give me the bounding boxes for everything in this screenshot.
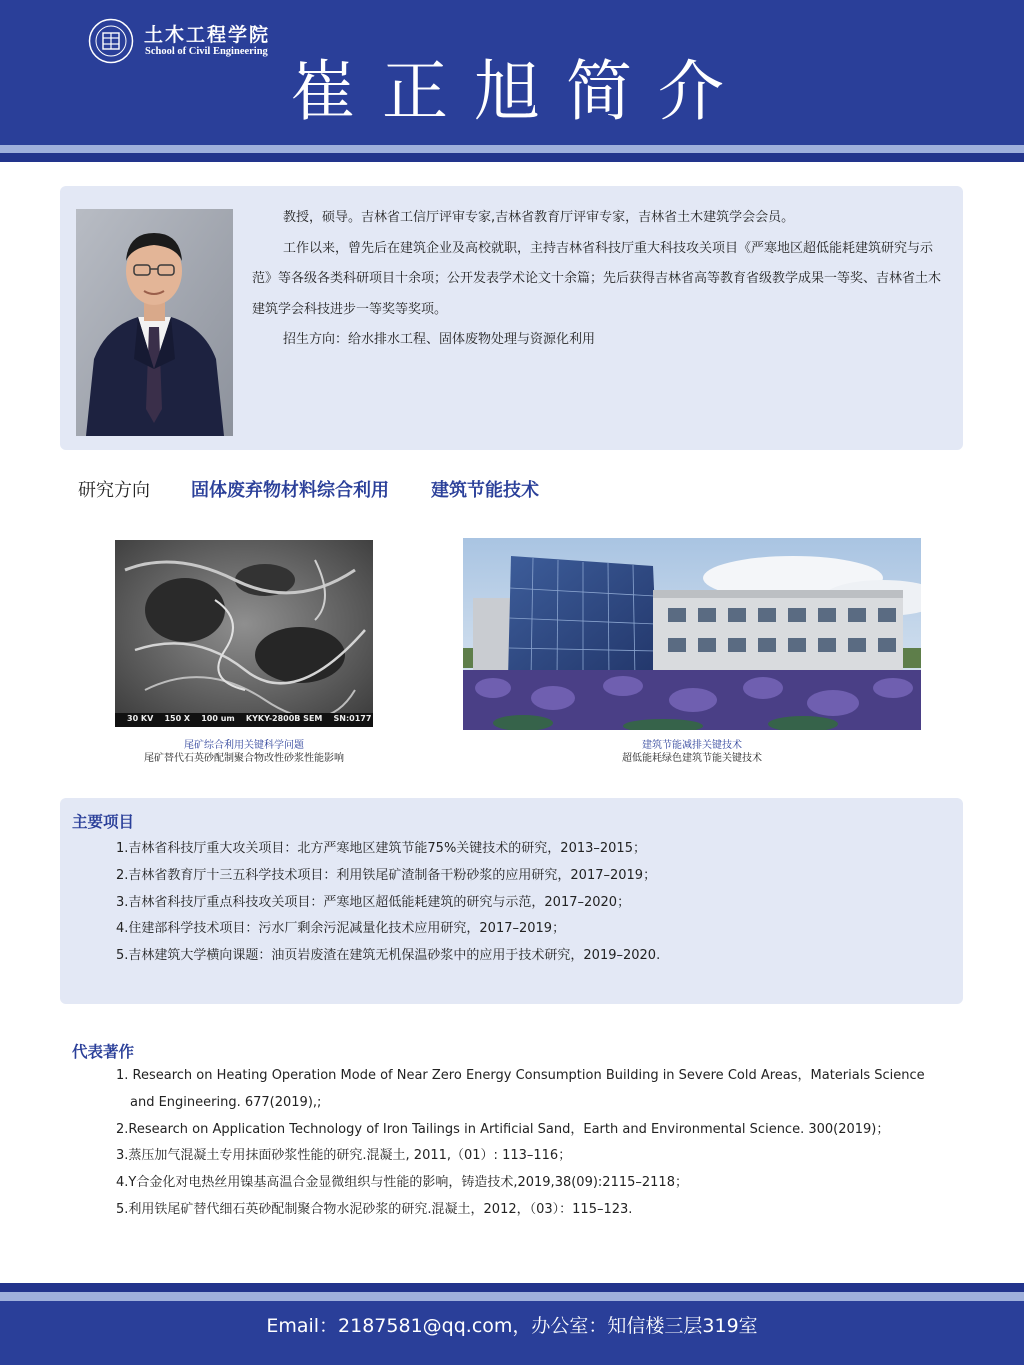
project-item: 5.吉林建筑大学横向课题：油页岩废渣在建筑无机保温砂浆中的应用于技术研究，2019–2020. <box>116 948 661 964</box>
sem-micrograph-image <box>115 540 373 727</box>
right-caption-sub: 超低能耗绿色建筑节能关键技术 <box>622 753 762 764</box>
projects-list <box>116 836 956 970</box>
footer-stripe-light <box>0 1292 1024 1301</box>
contact-info: Email：2187581@qq.com，办公室：知信楼三层319室 <box>266 1315 758 1337</box>
project-item: 1.吉林省科技厅重大攻关项目：北方严寒地区建筑节能75%关键技术的研究，2013–2015； <box>116 841 646 856</box>
header-stripe-light <box>0 145 1024 153</box>
footer-stripe-dark <box>0 1283 1024 1292</box>
bio-paragraph-2: 工作以来，曾先后在建筑企业及高校就职，主持吉林省科技厅重大科技攻关项目《严寒地区超低能耗建筑研究与示范》等各级各类科研项目十余项；公开发表学术论文十余篇；先后获得吉林省高等教育省级教学成果一等奖、吉林省土木建筑学会科技进步一等奖等奖项。 <box>252 240 942 317</box>
sem-info-bar: 30 KV 150 X 100 um KYKY-2800B SEM SN:0177 <box>127 714 372 723</box>
school-name-en: School of Civil Engineering <box>145 46 268 57</box>
publication-item: 2.Research on Application Technology of Iron Tailings in Artificial Sand，Earth and Environmental Science. 300(2019)； <box>116 1121 890 1137</box>
publication-item: 5.利用铁尾矿替代细石英砂配制聚合物水泥砂浆的研究.混凝土，2012，（03）：115–123. <box>116 1201 633 1217</box>
bio-paragraph-1: 教授，硕导。吉林省工信厅评审专家,吉林省教育厅评审专家，吉林省土木建筑学会会员。 <box>283 210 795 225</box>
publication-item-continuation: and Engineering. 677(2019),; <box>130 1094 322 1110</box>
research-area-2: 建筑节能技术 <box>431 480 539 501</box>
research-label: 研究方向 <box>78 480 150 501</box>
publication-item: 4.Y合金化对电热丝用镍基高温合金显微组织与性能的影响，铸造技术,2019,38(09):2115–2118； <box>116 1175 688 1191</box>
left-caption-sub: 尾矿替代石英砂配制聚合物改性砂浆性能影响 <box>144 753 344 764</box>
left-caption-title: 尾矿综合利用关键科学问题 <box>184 740 304 751</box>
school-seal-icon <box>88 18 134 64</box>
publication-item: 3.蒸压加气混凝土专用抹面砂浆性能的研究.混凝土, 2011,（01）: 113–116； <box>116 1148 572 1164</box>
school-name-cn: 土木工程学院 <box>144 24 271 46</box>
projects-title: 主要项目 <box>72 813 135 831</box>
publications-list <box>116 1063 956 1224</box>
page-title: 崔正旭简介 <box>290 53 750 130</box>
project-item: 2.吉林省教育厅十三五科学技术项目：利用铁尾矿渣制备干粉砂浆的应用研究，2017–2019； <box>116 867 657 883</box>
publications-title: 代表著作 <box>72 1043 135 1061</box>
header-stripe-dark <box>0 153 1024 162</box>
project-item: 3.吉林省科技厅重点科技攻关项目：严寒地区超低能耗建筑的研究与示范，2017–2020； <box>116 894 631 910</box>
project-item: 4.住建部科学技术项目：污水厂剩余污泥减量化技术应用研究，2017–2019； <box>116 921 566 937</box>
bio-paragraph-3: 招生方向：给水排水工程、固体废物处理与资源化利用 <box>283 332 596 347</box>
right-caption-title: 建筑节能减排关键技术 <box>642 740 742 751</box>
publication-item: 1. Research on Heating Operation Mode of Near Zero Energy Consumption Building in Severe Cold Areas，Materials Science <box>116 1068 925 1083</box>
building-photo <box>463 538 921 730</box>
bio-text <box>252 203 952 356</box>
portrait-photo <box>76 209 233 436</box>
research-area-1: 固体废弃物材料综合利用 <box>191 480 389 501</box>
